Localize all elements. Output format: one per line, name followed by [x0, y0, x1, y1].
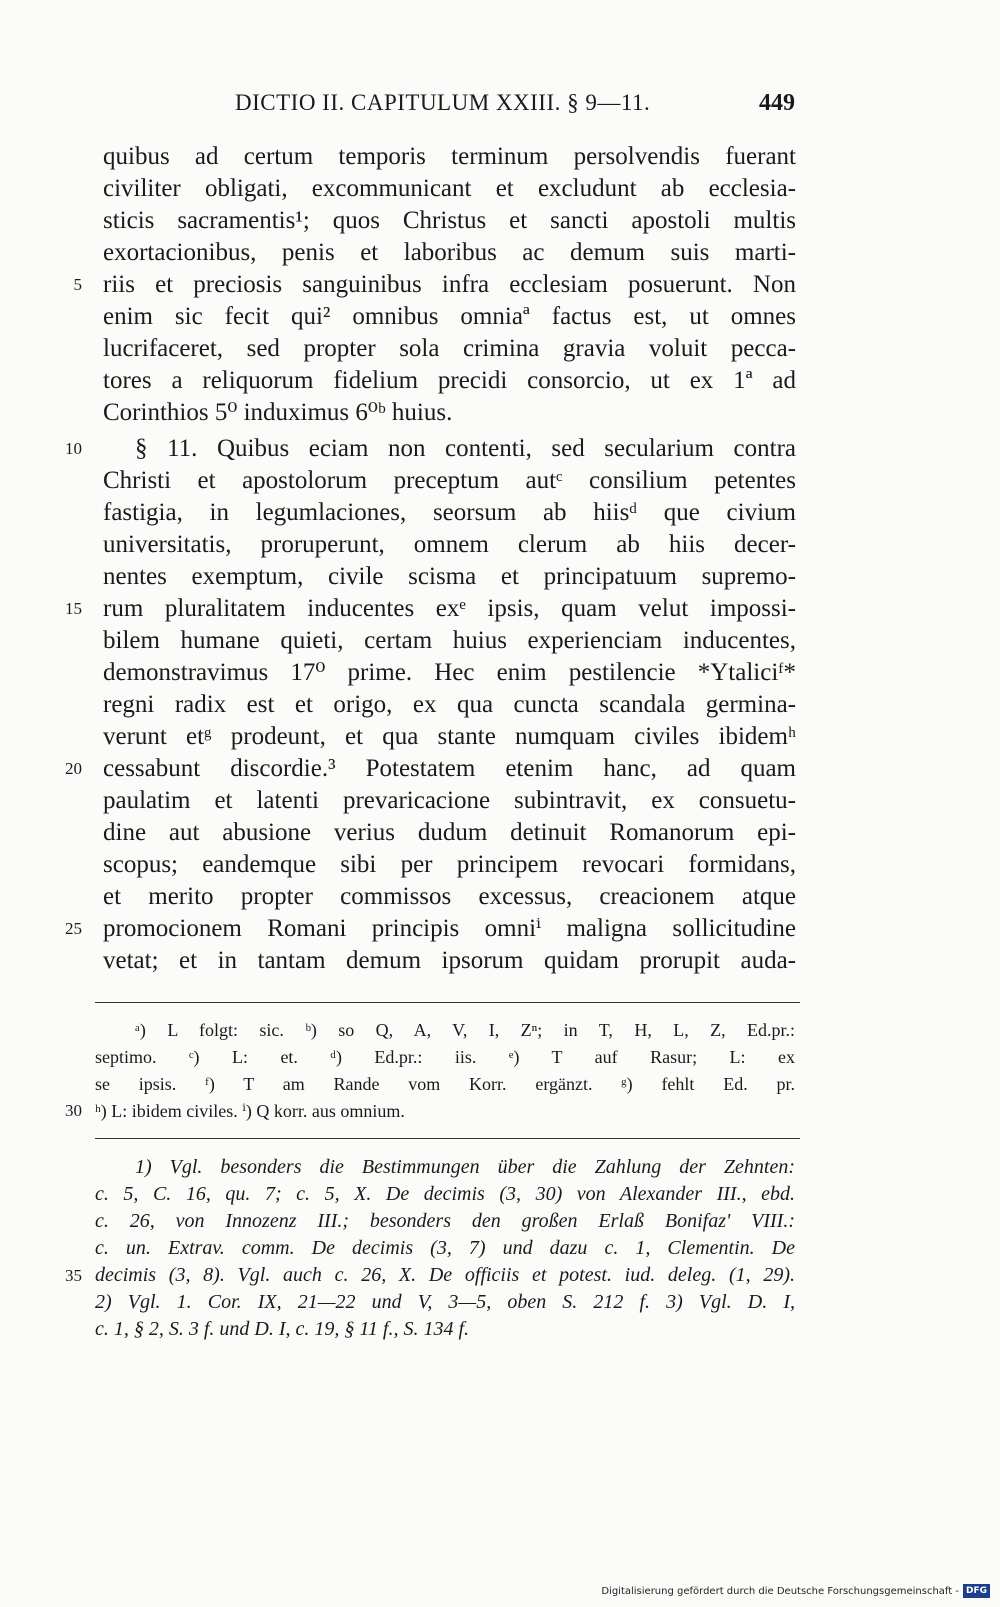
text-line: nentes exemptum, civile scisma et principatuum supremo- [103, 563, 796, 590]
text-line: Christi et apostolorum preceptum autᶜ consilium petentes [103, 467, 796, 494]
text-line: vetat; et in tantam demum ipsorum quidam prorupit auda- [103, 947, 796, 974]
footnote-line: c. 5, C. 16, qu. 7; c. 5, X. De decimis (3, 30) von Alexander III., ebd. [95, 1183, 795, 1205]
apparatus-line: ʰ) L: ibidem civiles. ⁱ) Q korr. aus omnium. [95, 1101, 405, 1121]
text-line: et merito propter commissos excessus, creacionem atque [103, 883, 796, 910]
page-number: 449 [759, 90, 795, 116]
apparatus-line: se ipsis. ᶠ) T am Rande vom Korr. ergänzt. ᵍ) fehlt Ed. pr. [95, 1074, 795, 1094]
line-number: 15 [65, 599, 82, 618]
text-line: lucrifaceret, sed propter sola crimina gravia voluit pecca- [103, 335, 796, 362]
line-number: 20 [65, 759, 82, 778]
line-number: 35 [65, 1266, 82, 1285]
text-line: universitatis, proruperunt, omnem clerum ab hiis decer- [103, 531, 796, 558]
footnote-rule [95, 1138, 800, 1139]
footnote-line: c. 1, § 2, S. 3 f. und D. I, c. 19, § 11 f., S. 134 f. [95, 1318, 470, 1340]
footnote-line: 1) Vgl. besonders die Bestimmungen über die Zahlung der Zehnten: [135, 1156, 795, 1178]
running-title: DICTIO II. CAPITULUM XXIII. § 9—11. [235, 90, 651, 115]
section-heading-line: § 11. Quibus eciam non contenti, sed secularium contra [135, 435, 796, 462]
text-line: rum pluralitatem inducentes exᵉ ipsis, quam velut impossi- [103, 595, 796, 622]
text-line: demonstravimus 17⁰ prime. Hec enim pestilencie *Ytaliciᶠ* [103, 659, 796, 686]
footnote-line: c. un. Extrav. comm. De decimis (3, 7) und dazu c. 1, Clementin. De [95, 1237, 795, 1259]
text-line: bilem humane quieti, certam huius experienciam inducentes, [103, 627, 796, 654]
text-line: riis et preciosis sanguinibus infra ecclesiam posuerunt. Non [103, 271, 796, 298]
line-number: 30 [65, 1101, 82, 1120]
text-line: fastigia, in legumlaciones, seorsum ab hiisᵈ que civium [103, 499, 796, 526]
dfg-logo: DFG [963, 1584, 990, 1598]
credit-text: Digitalisierung gefördert durch die Deutsche Forschungsgemeinschaft - [601, 1585, 959, 1597]
footnote-line: c. 26, von Innozenz III.; besonders den großen Erlaß Bonifaz' VIII.: [95, 1210, 795, 1232]
text-line: civiliter obligati, excommunicant et excludunt ab ecclesia- [103, 175, 796, 202]
text-line: promocionem Romani principis omniⁱ maligna sollicitudine [103, 915, 796, 942]
footnote-line: 2) Vgl. 1. Cor. IX, 21—22 und V, 3—5, oben S. 212 f. 3) Vgl. D. I, [95, 1291, 795, 1313]
text-line: cessabunt discordie.³ Potestatem etenim hanc, ad quam [103, 755, 796, 782]
text-line: exortacionibus, penis et laboribus ac demum suis marti- [103, 239, 796, 266]
text-line: verunt etᵍ prodeunt, et qua stante numquam civiles ibidemʰ [103, 723, 796, 750]
apparatus-line: ᵃ) L folgt: sic. ᵇ) so Q, A, V, I, Zⁿ; in T, H, L, Z, Ed.pr.: [135, 1020, 795, 1040]
text-line: Corinthios 5⁰ induximus 6⁰ᵇ huius. [103, 399, 453, 426]
footnote-line: decimis (3, 8). Vgl. auch c. 26, X. De officiis et potest. iud. deleg. (1, 29). [95, 1264, 795, 1286]
apparatus-rule [95, 1002, 800, 1003]
line-number: 5 [73, 275, 82, 294]
running-header [235, 90, 795, 120]
text-line: dine aut abusione verius dudum detinuit Romanorum epi- [103, 819, 796, 846]
text-line: paulatim et latenti prevaricacione subintravit, ex consuetu- [103, 787, 796, 814]
text-line: scopus; eandemque sibi per principem revocari formidans, [103, 851, 796, 878]
digitization-credit [601, 1581, 990, 1601]
line-number: 10 [65, 439, 82, 458]
text-line: enim sic fecit qui² omnibus omniaª factus est, ut omnes [103, 303, 796, 330]
text-line: regni radix est et origo, ex qua cuncta scandala germina- [103, 691, 796, 718]
apparatus-line: septimo. ᶜ) L: et. ᵈ) Ed.pr.: iis. ᵉ) T auf Rasur; L: ex [95, 1047, 795, 1067]
line-number: 25 [65, 919, 82, 938]
text-line: tores a reliquorum fidelium precidi consorcio, ut ex 1ª ad [103, 367, 796, 394]
text-line: quibus ad certum temporis terminum persolvendis fuerant [103, 143, 796, 170]
text-line: sticis sacramentis¹; quos Christus et sancti apostoli multis [103, 207, 796, 234]
